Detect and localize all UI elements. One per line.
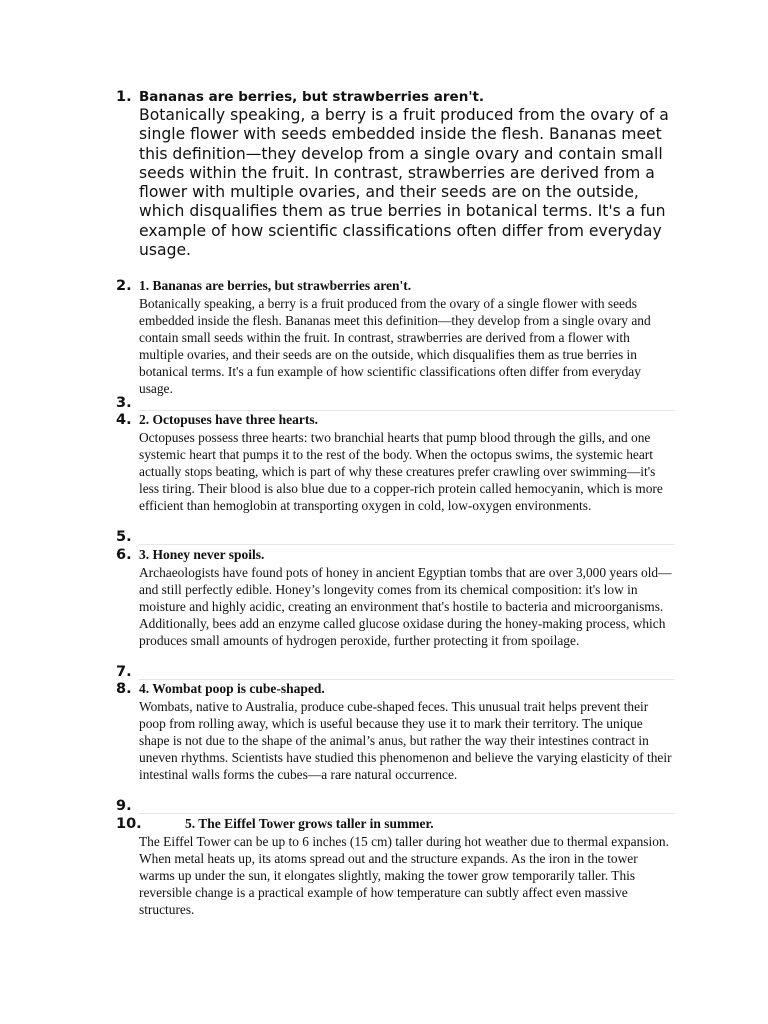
fact-title: Bananas are berries, but strawberries aren't.	[139, 89, 485, 105]
list-item-2	[0, 277, 675, 397]
list-number: 9.	[116, 798, 132, 814]
fact-title: 4. Wombat poop is cube-shaped.	[139, 681, 325, 696]
list-item-10	[0, 815, 675, 918]
list-number: 2.	[116, 278, 132, 294]
fact-body: Botanically speaking, a berry is a fruit produced from the ovary of a single flower with seeds embedded inside the flesh. Bananas meet this definition—they develop from a single ovary and contain small seeds within the fruit. In contrast, strawberries are derived from a flower with multiple ovaries, and their seeds are on the outside, which disqualifies them as true berries in botanical terms. It's a fun example of how scientific classifications often differ from everyday usage.	[139, 296, 651, 396]
fact-title: 2. Octopuses have three hearts.	[139, 412, 318, 427]
divider	[139, 544, 675, 545]
fact-body: Octopuses possess three hearts: two branchial hearts that pump blood through the gills, and one systemic heart that pumps it to the rest of the body. When the octopus swims, the systemic heart actually stops beating, which is part of why these creatures prefer crawling over swimming—it's less tiring. Their blood is also blue due to a copper-rich protein called hemocyanin, which is more efficient than hemoglobin at transporting oxygen in cold, low-oxygen environments.	[139, 430, 663, 513]
list-number: 6.	[116, 547, 132, 563]
list-number: 1.	[116, 89, 132, 105]
fact-title: 1. Bananas are berries, but strawberries aren't.	[139, 278, 412, 293]
fact-title: 3. Honey never spoils.	[139, 547, 265, 562]
list-item-5	[0, 528, 675, 545]
fact-body: Botanically speaking, a berry is a fruit produced from the ovary of a single flower with seeds embedded inside the flesh. Bananas meet this definition—they develop from a single ovary and contain small seeds within the fruit. In contrast, strawberries are derived from a flower with multiple ovaries, and their seeds are on the outside, which disqualifies them as true berries in botanical terms. It's a fun example of how scientific classifications often differ from everyday usage.	[139, 106, 669, 260]
list-item-7	[0, 663, 675, 680]
list-number: 4.	[116, 412, 132, 428]
list-item-1	[0, 88, 675, 260]
list-number: 8.	[116, 681, 132, 697]
list-item-9	[0, 797, 675, 814]
list-item-4	[0, 411, 675, 514]
divider	[139, 813, 675, 814]
list-item-8	[0, 680, 675, 783]
list-item-3	[0, 394, 675, 411]
list-number: 5.	[116, 529, 132, 545]
fact-body: Wombats, native to Australia, produce cube-shaped feces. This unusual trait helps prevent their poop from rolling away, which is useful because they use it to mark their territory. The unique shape is not due to the shape of the animal’s anus, but rather the way their intestines contract in uneven rhythms. Scientists have studied this phenomenon and believe the varying elasticity of their intestinal walls forms the cubes—a rare natural occurrence.	[139, 699, 672, 782]
list-number: 7.	[116, 664, 132, 680]
list-number: 3.	[116, 395, 132, 411]
fact-body: The Eiffel Tower can be up to 6 inches (15 cm) taller during hot weather due to thermal expansion. When metal heats up, its atoms spread out and the structure expands. As the iron in the tower warms up under the sun, it elongates slightly, making the tower grow temporarily taller. This reversible change is a practical example of how temperature can subtly affect even massive structures.	[139, 834, 669, 917]
list-item-6	[0, 546, 675, 649]
fact-title: 5. The Eiffel Tower grows taller in summer.	[185, 816, 434, 831]
list-number: 10.	[116, 816, 142, 832]
fact-body: Archaeologists have found pots of honey in ancient Egyptian tombs that are over 3,000 years old—and still perfectly edible. Honey’s longevity comes from its chemical composition: it's low in moisture and highly acidic, creating an environment that's hostile to bacteria and microorganisms. Additionally, bees add an enzyme called glucose oxidase during the honey-making process, which produces small amounts of hydrogen peroxide, further protecting it from spoilage.	[139, 565, 672, 648]
